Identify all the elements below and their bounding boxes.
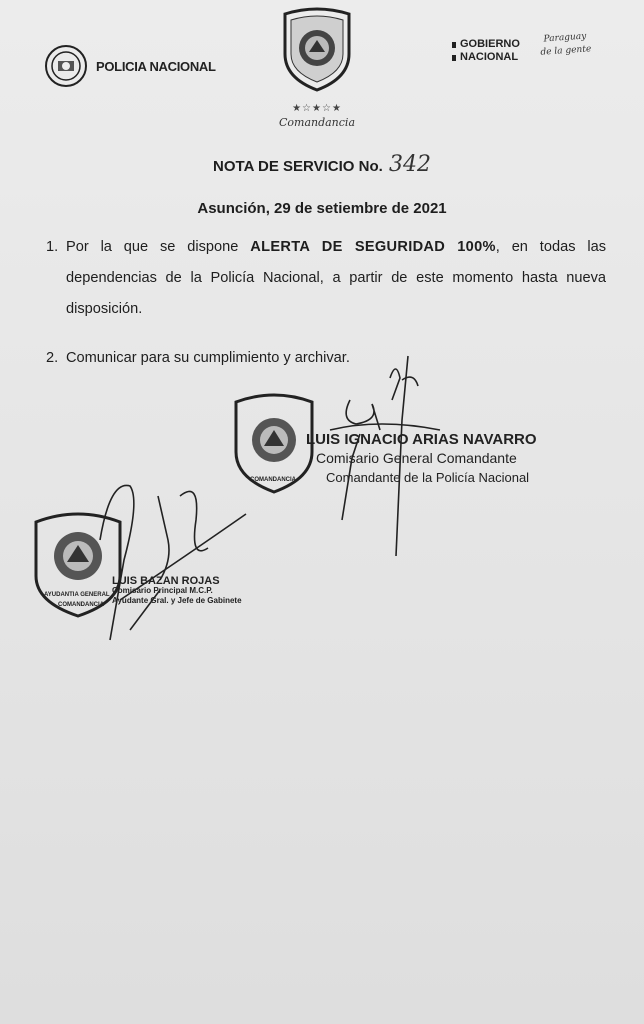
item-number: 1.: [46, 239, 59, 255]
header-comandancia-label: Comandancia: [278, 116, 356, 129]
stamp-label: AYUDANTIA GENERAL: [44, 592, 110, 598]
second-signature-strokes: [100, 485, 246, 640]
slogan-line1: Paraguay: [543, 31, 587, 45]
note-number: 342: [388, 152, 431, 177]
nacional-label: NACIONAL: [460, 51, 519, 63]
ayudantia-stamp: [36, 514, 120, 616]
main-signer-rank: Comisario General Comandante: [316, 450, 517, 466]
note-date: Asunción, 29 de setiembre de 2021: [197, 200, 447, 217]
main-signature-block: [306, 430, 537, 487]
stamp-label: COMANDANCIA: [58, 602, 104, 608]
item-text: Por la que se dispone ALERTA DE SEGURIDAD 100%, en todas las dependencias de la Policía Nacional, a partir de este momento hasta nueva disposición.: [66, 239, 607, 317]
second-signature-block: [112, 576, 242, 606]
second-signer-name: LUIS BAZAN ROJAS: [112, 575, 220, 587]
second-signer-role: Ayudante Gral. y Jefe de Gabinete: [112, 596, 242, 605]
stamp-label: COMANDANCIA: [250, 477, 296, 483]
main-signer-name: LUIS IGNACIO ARIAS NAVARRO: [306, 431, 537, 448]
comandancia-stamp: [236, 395, 312, 492]
item-number: 2.: [46, 350, 59, 366]
item-bold-text: ALERTA DE SEGURIDAD 100%: [250, 239, 496, 255]
second-signer-rank: Comisario Principal M.C.P.: [112, 586, 213, 595]
gobierno-label: GOBIERNO: [460, 38, 520, 50]
main-signer-role: Comandante de la Policía Nacional: [326, 470, 530, 485]
header-stars: ★☆★☆★: [292, 103, 342, 114]
slogan-line2: de la gente: [540, 44, 592, 58]
note-title-label: NOTA DE SERVICIO No.: [213, 158, 383, 175]
header-left-title: POLICIA NACIONAL: [96, 58, 216, 74]
item-text: Comunicar para su cumplimiento y archivar.: [66, 350, 350, 366]
